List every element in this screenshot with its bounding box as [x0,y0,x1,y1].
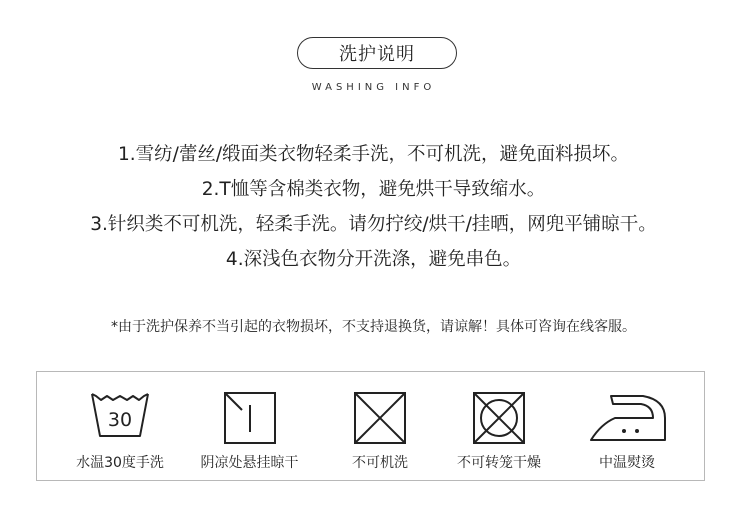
shade-line-dry-icon [222,390,278,446]
care-item-no-tumble [429,372,569,480]
instruction-line: 4.深浅色衣物分开洗涤，避免串色。 [225,249,522,270]
damage-notice: *由于洗护保养不当引起的衣物损坏，不支持退换货，请谅解！具体可咨询在线客服。 [111,319,636,335]
wash-30-icon [89,390,151,440]
instruction-line: 3.针织类不可机洗，轻柔手洗。请勿拧绞/烘干/挂晒，网兜平铺晾干。 [90,214,657,235]
instruction-line: 1.雪纺/蕾丝/缎面类衣物轻柔手洗，不可机洗，避免面料损坏。 [117,144,630,165]
no-tumble-dry-icon [471,390,527,446]
wash-temperature: 30 [107,409,133,431]
washing-info-subtitle: WASHING INFO [311,82,436,93]
care-label: 水温30度手洗 [76,455,164,471]
washing-info-title [297,37,457,69]
care-item-dry [182,372,317,480]
care-item-no-machine [325,372,435,480]
instruction-line: 2.T恤等含棉类衣物，避免烘干导致缩水。 [201,179,546,200]
care-item-iron [567,372,687,480]
care-label: 中温熨烫 [599,455,655,471]
no-machine-wash-icon [352,390,408,446]
care-symbols-panel [36,371,705,481]
care-instructions [0,137,747,277]
care-label: 阴凉处悬挂晾干 [200,455,299,471]
care-label: 不可机洗 [352,455,408,471]
care-item-wash [55,372,185,480]
title-text: 洗护说明 [339,44,415,65]
iron-medium-icon [587,390,667,444]
care-label: 不可转笼干燥 [457,455,541,471]
